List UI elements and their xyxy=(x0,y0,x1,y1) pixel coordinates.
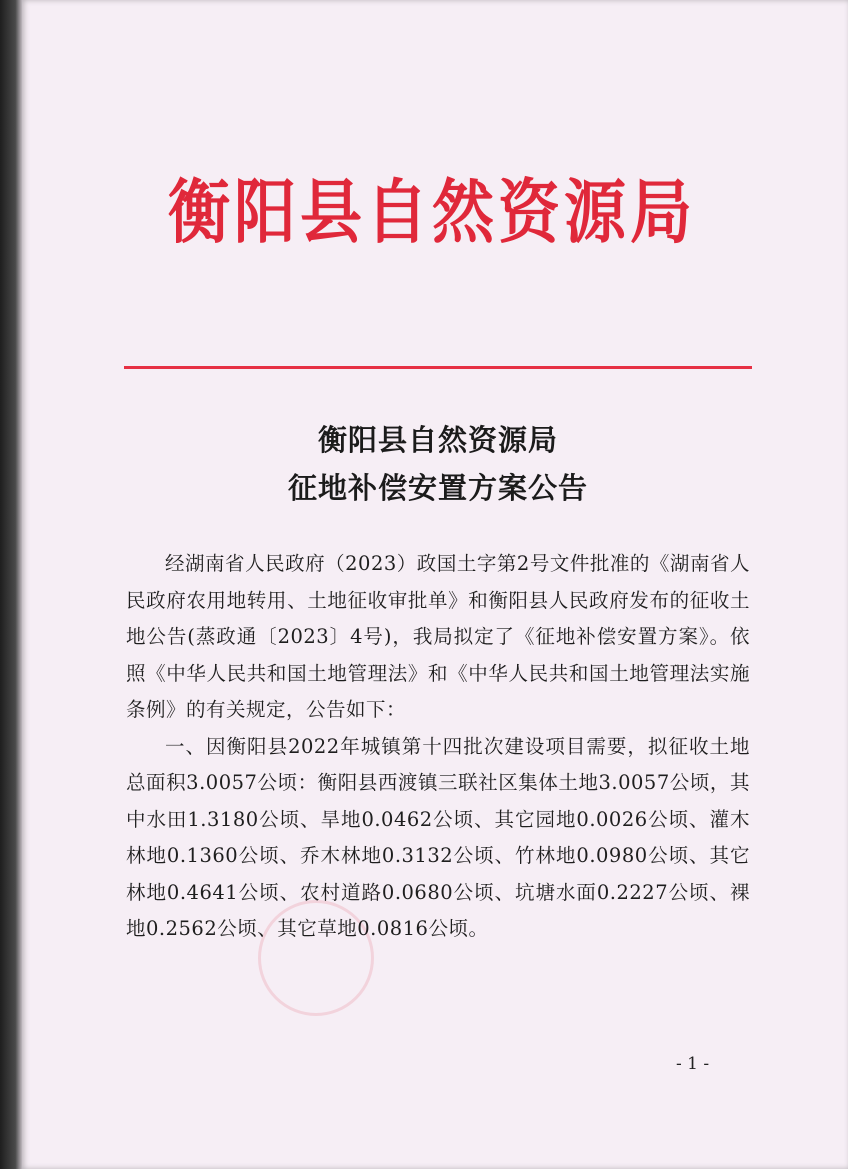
document-title-line2: 征地补偿安置方案公告 xyxy=(287,471,588,505)
body-paragraph-intro: 经湖南省人民政府（2023）政国土字第2号文件批准的《湖南省人民政府农用地转用、土地征收审批单》和衡阳县人民政府发布的征收土地公告(蒸政通〔2023〕4号)，我局拟定了《征地补偿安置方案》。依照《中华人民共和国土地管理法》和《中华人民共和国土地管理法实施条例》的有关规定，公告如下： xyxy=(126,552,750,721)
document-title-line1: 衡阳县自然资源局 xyxy=(317,423,558,457)
page-number: - 1 - xyxy=(676,1054,710,1074)
letterhead-org-name: 衡阳县自然资源局 xyxy=(167,171,696,254)
letterhead-red-rule xyxy=(124,366,752,369)
document-body xyxy=(126,546,750,948)
body-paragraph-item-1: 一、因衡阳县2022年城镇第十四批次建设项目需要，拟征收土地总面积3.0057公顷：衡阳县西渡镇三联社区集体土地3.0057公顷，其中水田1.3180公顷、旱地0.0462公顷、其它园地0.0026公顷、灌木林地0.1360公顷、乔木林地0.3132公顷、竹林地0.0980公顷、其它林地0.4641公顷、农村道路0.0680公顷、坑塘水面0.2227公顷、裸地0.2562公顷、其它草地0.0816公顷。 xyxy=(126,734,750,940)
scan-edge-shadow xyxy=(0,0,22,1169)
